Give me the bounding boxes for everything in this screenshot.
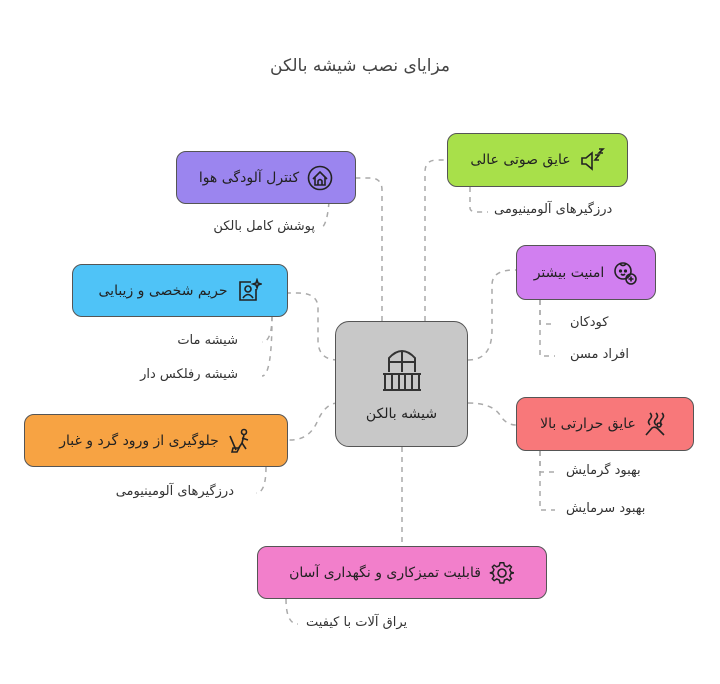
center-label: شیشه بالکن [365, 406, 438, 422]
node-thermal-label: عایق حرارتی بالا [540, 416, 636, 432]
page-title: مزایای نصب شیشه بالکن [270, 56, 450, 76]
balcony-icon [380, 346, 424, 398]
node-cleaning [257, 546, 547, 599]
sub-sound-0: درزگیرهای آلومینیومی [494, 202, 613, 217]
node-cleaning-label: قابلیت تمیزکاری و نگهداری آسان [289, 564, 481, 581]
center-node [335, 321, 468, 447]
node-privacy [72, 264, 288, 317]
child-shield-icon [612, 260, 638, 286]
sweeping-person-icon [227, 428, 253, 454]
node-dust [24, 414, 288, 467]
sub-thermal-0: بهبود گرمایش [566, 463, 641, 478]
node-privacy-label: حریم شخصی و زیبایی [98, 282, 228, 299]
heat-icon [644, 411, 670, 437]
node-pollution-label: کنترل آلودگی هوا [198, 169, 300, 186]
node-security [516, 245, 656, 300]
sub-security-1: افراد مسن [570, 347, 629, 362]
node-dust-label: جلوگیری از ورود گرد و غبار [59, 432, 219, 449]
sub-thermal-1: بهبود سرمایش [566, 501, 646, 516]
node-sound [447, 133, 628, 187]
house-leaf-icon [307, 165, 333, 191]
person-sparkle-icon [236, 278, 262, 304]
mute-speaker-icon [579, 147, 605, 173]
sub-privacy-1: شیشه رفلکس دار [140, 367, 238, 382]
node-thermal [516, 397, 694, 451]
gear-icon [489, 560, 515, 586]
sub-pollution-0: پوشش کامل بالکن [213, 219, 315, 234]
node-security-label: امنیت بیشتر [533, 264, 605, 281]
sub-privacy-0: شیشه مات [177, 333, 238, 348]
node-sound-label: عایق صوتی عالی [470, 152, 571, 168]
sub-cleaning-0: یراق آلات با کیفیت [306, 615, 408, 630]
sub-security-0: کودکان [570, 315, 609, 330]
sub-dust-0: درزگیرهای آلومینیومی [115, 484, 234, 499]
node-pollution [176, 151, 356, 204]
